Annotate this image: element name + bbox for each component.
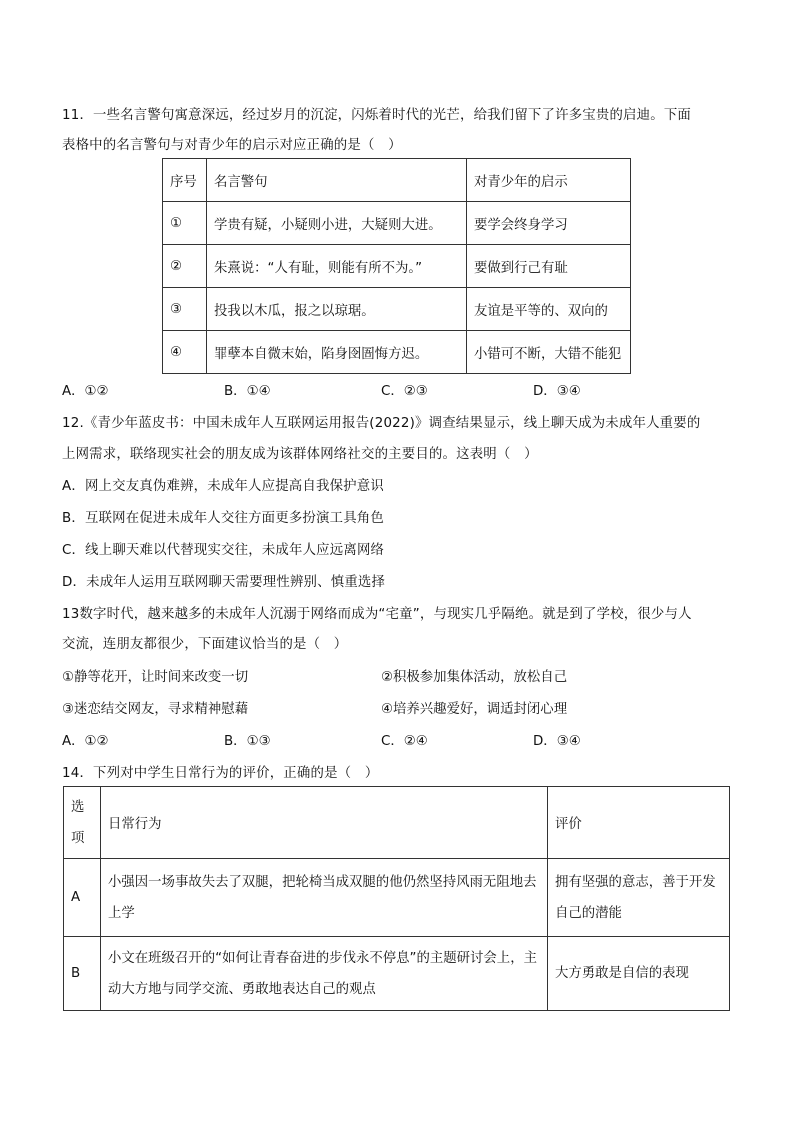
table-cell: ② bbox=[163, 245, 207, 288]
q13-option-d[interactable]: D．③④ bbox=[533, 734, 581, 749]
q12-option-a[interactable]: A．网上交友真伪难辨，未成年人应提高自我保护意识 bbox=[62, 479, 384, 494]
q14-stem-line1: 14．下列对中学生日常行为的评价，正确的是（ ） bbox=[62, 766, 379, 781]
table-header-row bbox=[163, 159, 631, 202]
header-cell: 名言警句 bbox=[207, 159, 467, 202]
table-cell: 小强因一场事故失去了双腿，把轮椅当成双腿的他仍然坚持风雨无阻地去上学 bbox=[101, 859, 548, 937]
q11-option-a[interactable]: A．①② bbox=[62, 384, 109, 399]
q11-option-c[interactable]: C．②③ bbox=[381, 384, 428, 399]
q13-option-b[interactable]: B．①③ bbox=[224, 734, 271, 749]
header-cell: 日常行为 bbox=[101, 787, 548, 859]
header-cell: 对青少年的启示 bbox=[467, 159, 631, 202]
table-header-row bbox=[64, 787, 730, 859]
table-cell: ① bbox=[163, 202, 207, 245]
table-cell: A bbox=[64, 859, 101, 937]
table-row bbox=[64, 937, 730, 1011]
q12-option-d[interactable]: D．未成年人运用互联网聊天需要理性辨别、慎重选择 bbox=[62, 575, 386, 590]
table-row bbox=[163, 202, 631, 245]
table-cell: ③ bbox=[163, 288, 207, 331]
q13-item-2: ②积极参加集体活动，放松自己 bbox=[381, 670, 568, 685]
table-cell: 大方勇敢是自信的表现 bbox=[548, 937, 730, 1011]
table-cell: 要做到行己有耻 bbox=[467, 245, 631, 288]
table-cell: 学贵有疑，小疑则小进，大疑则大进。 bbox=[207, 202, 467, 245]
table-row bbox=[163, 288, 631, 331]
table-row bbox=[163, 245, 631, 288]
header-cell: 选项 bbox=[64, 787, 101, 859]
q11-table bbox=[162, 158, 631, 374]
table-cell: ④ bbox=[163, 331, 207, 374]
q13-item-3: ③迷恋结交网友，寻求精神慰藉 bbox=[62, 702, 249, 717]
q13-item-1: ①静等花开，让时间来改变一切 bbox=[62, 670, 249, 685]
header-cell: 评价 bbox=[548, 787, 730, 859]
header-cell: 序号 bbox=[163, 159, 207, 202]
q13-stem-line1: 13数字时代，越来越多的未成年人沉溺于网络而成为“宅童”，与现实几乎隔绝。就是到了学校，很少与人 bbox=[62, 607, 692, 622]
q12-stem-line1: 12.《青少年蓝皮书：中国未成年人互联网运用报告(2022)》调查结果显示，线上聊天成为未成年人重要的 bbox=[62, 416, 701, 431]
q11-stem-line2: 表格中的名言警句与对青少年的启示对应正确的是（ ） bbox=[62, 138, 402, 153]
q13-option-a[interactable]: A．①② bbox=[62, 734, 109, 749]
q11-stem-line1: 11．一些名言警句寓意深远，经过岁月的沉淀，闪烁着时代的光芒，给我们留下了许多宝贵的启迪。下面 bbox=[62, 108, 692, 123]
table-row bbox=[64, 859, 730, 937]
table-cell: 投我以木瓜，报之以琼琚。 bbox=[207, 288, 467, 331]
table-cell: 友谊是平等的、双向的 bbox=[467, 288, 631, 331]
q11-option-b[interactable]: B．①④ bbox=[224, 384, 271, 399]
table-row bbox=[163, 331, 631, 374]
table-cell: 朱熹说：“人有耻，则能有所不为。” bbox=[207, 245, 467, 288]
table-cell: 罪孽本自微末始，陷身囹圄悔方迟。 bbox=[207, 331, 467, 374]
q11-option-d[interactable]: D．③④ bbox=[533, 384, 581, 399]
q12-option-b[interactable]: B．互联网在促进未成年人交往方面更多扮演工具角色 bbox=[62, 511, 384, 526]
q14-table bbox=[63, 786, 730, 1011]
q13-stem-line2: 交流，连朋友都很少，下面建议恰当的是（ ） bbox=[62, 637, 348, 652]
table-cell: 要学会终身学习 bbox=[467, 202, 631, 245]
table-cell: B bbox=[64, 937, 101, 1011]
table-cell: 拥有坚强的意志，善于开发自己的潜能 bbox=[548, 859, 730, 937]
q12-stem-line2: 上网需求，联络现实社会的朋友成为该群体网络社交的主要目的。这表明（ ） bbox=[62, 447, 538, 462]
table-cell: 小错可不断，大错不能犯 bbox=[467, 331, 631, 374]
q13-item-4: ④培养兴趣爱好，调适封闭心理 bbox=[381, 702, 568, 717]
q12-option-c[interactable]: C．线上聊天难以代替现实交往，未成年人应远离网络 bbox=[62, 543, 385, 558]
table-cell: 小文在班级召开的“如何让青春奋进的步伐永不停息”的主题研讨会上，主动大方地与同学交流、勇敢地表达自己的观点 bbox=[101, 937, 548, 1011]
q13-option-c[interactable]: C．②④ bbox=[381, 734, 428, 749]
